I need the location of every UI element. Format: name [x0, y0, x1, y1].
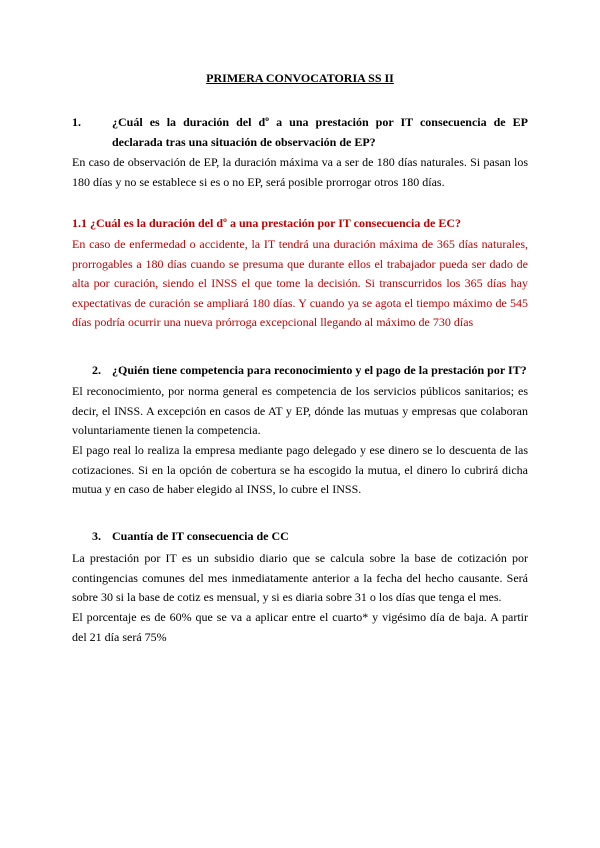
- question-3-text: Cuantía de IT consecuencia de CC: [112, 529, 289, 543]
- question-1-heading: [72, 113, 528, 152]
- question-1-1-heading: 1.1 ¿Cuál es la duración del dº a una prestación por IT consecuencia de EC?: [72, 216, 462, 230]
- question-1-text: ¿Cuál es la duración del dº a una prestación por IT consecuencia de EP declarada tras una situación de observación de EP?: [112, 115, 528, 149]
- question-2-heading: [92, 361, 528, 381]
- question-3-number: 3.: [92, 529, 101, 543]
- question-2-answer-paragraph-1: El reconocimiento, por norma general es competencia de los servicios públicos sanitarios; es decir, el INSS. A excepción en casos de AT y EP, dónde las mutuas y empresas que colaboran voluntariamente tienen la competencia.: [72, 384, 528, 437]
- question-3-answer-paragraph-2: El porcentaje es de 60% que se va a aplicar entre el cuarto* y vigésimo día de baja. A partir del 21 día será 75%: [72, 610, 528, 644]
- question-2-text: ¿Quién tiene competencia para reconocimiento y el pago de la prestación por IT?: [112, 363, 527, 377]
- question-1-1-answer: En caso de enfermedad o accidente, la IT tendrá una duración máxima de 365 días naturales, prorrogables a 180 días cuando se presuma que durante ellos el trabajador pueda ser dado de alta por curación, siendo el INSS el que tome la decisión. Si transcurridos los 365 días hay expectativas de curación se ampliará 180 días. Y cuando ya se agota el tiempo máximo de 545 días podría ocurrir una nueva prórroga excepcional llegando al máximo de 730 días: [72, 237, 528, 329]
- question-2-number: 2.: [92, 363, 101, 377]
- question-2-answer-paragraph-2: El pago real lo realiza la empresa mediante pago delegado y ese dinero se lo descuenta de las cotizaciones. Si en la opción de cobertura se ha escogido la mutua, el dinero lo cubrirá dicha mutua y en caso de haber elegido al INSS, lo cubre el INSS.: [72, 443, 528, 496]
- question-3-heading: [92, 527, 528, 547]
- question-1-number: 1.: [72, 115, 81, 129]
- question-3-answer-paragraph-1: La prestación por IT es un subsidio diario que se calcula sobre la base de cotización por contingencias comunes del mes inmediatamente anterior a la fecha del hecho causante. Será sobre 30 si la base de cotiz es mensual, y si es diaria sobre 31 o los días que tenga el mes.: [72, 551, 528, 604]
- document-title: PRIMERA CONVOCATORIA SS II: [206, 71, 394, 85]
- question-1-answer: En caso de observación de EP, la duración máxima va a ser de 180 días naturales. Si pasan los 180 días y no se establece si es o no EP, será posible prorrogar otros 180 días.: [72, 155, 528, 189]
